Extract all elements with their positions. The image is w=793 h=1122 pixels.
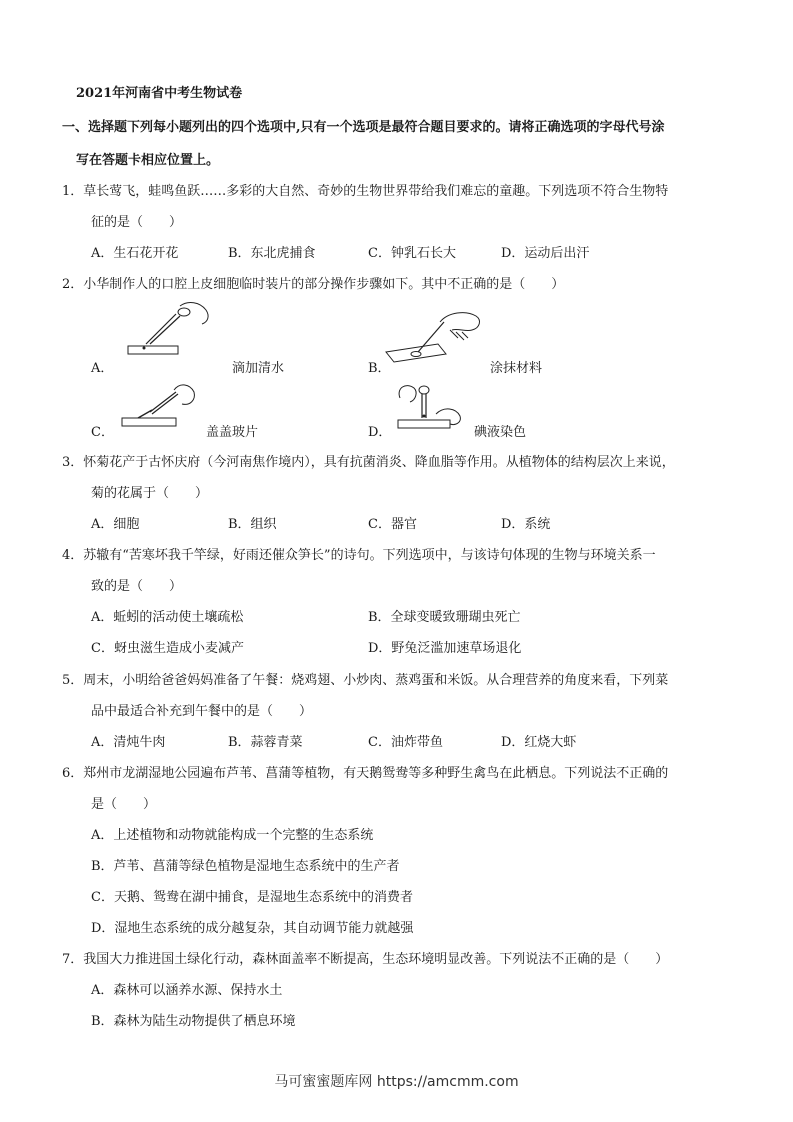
option-a-caption: 滴加清水: [232, 361, 285, 376]
option-d: D．运动后出汗: [501, 246, 590, 261]
option-a: A．上述植物和动物就能构成一个完整的生态系统: [91, 828, 374, 843]
option-b: B．森林为陆生动物提供了栖息环境: [91, 1014, 296, 1029]
option-d-letter: D．: [368, 425, 392, 440]
coverslip-figure: [118, 380, 198, 436]
option-a-letter: A．: [91, 361, 114, 376]
option-c: C．蚜虫滋生造成小麦减产: [91, 641, 244, 656]
option-d: D．湿地生态系统的成分越复杂，其自动调节能力就越强: [91, 921, 414, 936]
option-c: C．钟乳石长大: [368, 246, 456, 261]
option-b-letter: B．: [368, 361, 391, 376]
question-text: 1．草长莺飞，蛙鸣鱼跃……多彩的大自然、奇妙的生物世界带给我们难忘的童趣。下列选项不符合生物特: [62, 184, 669, 199]
option-b: B．全球变暖致珊瑚虫死亡: [368, 610, 521, 625]
option-c: C．器官: [368, 517, 417, 532]
question-text: 6．郑州市龙湖湿地公园遍布芦苇、菖蒲等植物，有天鹅鸳鸯等多种野生禽鸟在此栖息。下列说法不正确的: [62, 766, 669, 781]
option-d: D．红烧大虾: [501, 735, 577, 750]
iodine-stain-figure: [392, 380, 472, 440]
page-title: 2021年河南省中考生物试卷: [76, 86, 243, 101]
option-a: A．细胞: [91, 517, 140, 532]
question-text: 3．怀菊花产于古怀庆府（今河南焦作境内），具有抗菌消炎、降血脂等作用。从植物体的结构层次上来说，: [62, 455, 675, 470]
option-c: C．天鹅、鸳鸯在湖中捕食，是湿地生态系统中的消费者: [91, 890, 413, 905]
option-d: D．系统: [501, 517, 551, 532]
option-b: B．芦苇、菖蒲等绿色植物是湿地生态系统中的生产者: [91, 859, 400, 874]
option-c: C．油炸带鱼: [368, 735, 443, 750]
question-text-cont: 征的是（ ）: [91, 215, 183, 230]
option-c-caption: 盖盖玻片: [206, 425, 259, 440]
question-text-cont: 菊的花属于（ ）: [91, 486, 209, 501]
option-a: A．蚯蚓的活动使土壤疏松: [91, 610, 244, 625]
question-text-cont: 品中最适合补充到午餐中的是（ ）: [91, 704, 313, 719]
option-d-caption: 碘液染色: [474, 425, 527, 440]
option-a: A．生石花开花: [91, 246, 179, 261]
option-a: A．清炖牛肉: [91, 735, 166, 750]
option-b: B．蒜蓉青菜: [228, 735, 303, 750]
question-text: 2．小华制作人的口腔上皮细胞临时装片的部分操作步骤如下。其中不正确的是（ ）: [62, 277, 565, 292]
question-text-cont: 致的是（ ）: [91, 579, 183, 594]
question-text-cont: 是（ ）: [91, 797, 157, 812]
dropper-slide-figure: [124, 300, 214, 362]
question-text: 7．我国大力推进国土绿化行动，森林面盖率不断提高，生态环境明显改善。下列说法不正确的是（ ）: [62, 952, 669, 967]
option-d: D．野兔泛滥加速草场退化: [368, 641, 522, 656]
option-b: B．东北虎捕食: [228, 246, 316, 261]
question-text: 5．周末，小明给爸爸妈妈准备了午餐：烧鸡翅、小炒肉、蒸鸡蛋和米饭。从合理营养的角度来看，下列菜: [62, 673, 669, 688]
swab-slide-figure: [378, 306, 488, 368]
section-instructions-line1: 一、选择题下列每小题列出的四个选项中,只有一个选项是最符合题目要求的。请将正确选项的字母代号涂: [62, 120, 665, 135]
option-c-letter: C．: [91, 425, 114, 440]
option-b: B．组织: [228, 517, 277, 532]
option-a: A．森林可以涵养水源、保持水土: [91, 983, 283, 998]
question-text: 4．苏辙有“苦寒坏我千竿绿，好雨还催众笋长”的诗句。下列选项中，与该诗句体现的生物与环境关系一: [62, 548, 656, 563]
section-instructions-line2: 写在答题卡相应位置上。: [76, 153, 220, 168]
option-b-caption: 涂抹材料: [490, 361, 543, 376]
footer-watermark[interactable]: 马可蜜蜜题库网 https://amcmm.com: [274, 1074, 519, 1090]
